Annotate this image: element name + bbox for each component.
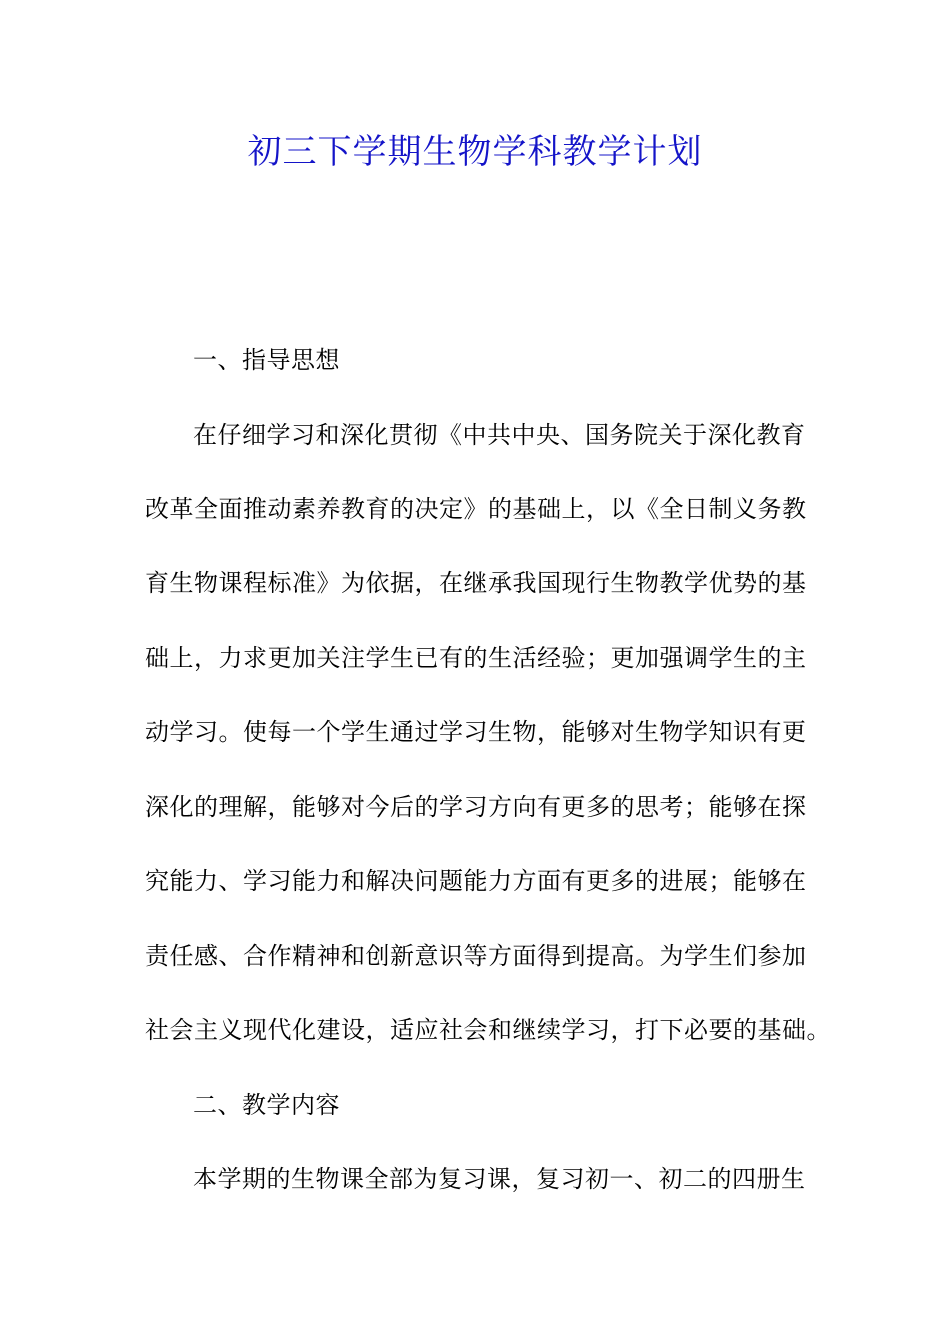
- section-heading-teaching-content: 二、教学内容: [193, 1091, 340, 1119]
- paragraph-line: 究能力、学习能力和解决问题能力方面有更多的进展；能够在: [145, 867, 807, 895]
- paragraph-line: 在仔细学习和深化贯彻《中共中央、国务院关于深化教育: [193, 421, 806, 449]
- document-title: 初三下学期生物学科教学计划: [247, 132, 703, 172]
- paragraph-line: 础上，力求更加关注学生已有的生活经验；更加强调学生的主: [145, 644, 807, 672]
- paragraph-line: 动学习。使每一个学生通过学习生物，能够对生物学知识有更: [145, 718, 807, 746]
- paragraph-line: 改革全面推动素养教育的决定》的基础上，以《全日制义务教: [145, 495, 807, 523]
- paragraph-line: 责任感、合作精神和创新意识等方面得到提高。为学生们参加: [145, 942, 807, 970]
- paragraph-line: 本学期的生物课全部为复习课，复习初一、初二的四册生: [193, 1165, 806, 1193]
- paragraph-line: 育生物课程标准》为依据，在继承我国现行生物教学优势的基: [145, 569, 807, 597]
- section-heading-guiding-ideology: 一、指导思想: [193, 346, 340, 374]
- paragraph-line: 社会主义现代化建设，适应社会和继续学习，打下必要的基础。: [145, 1016, 831, 1044]
- paragraph-line: 深化的理解，能够对今后的学习方向有更多的思考；能够在探: [145, 793, 807, 821]
